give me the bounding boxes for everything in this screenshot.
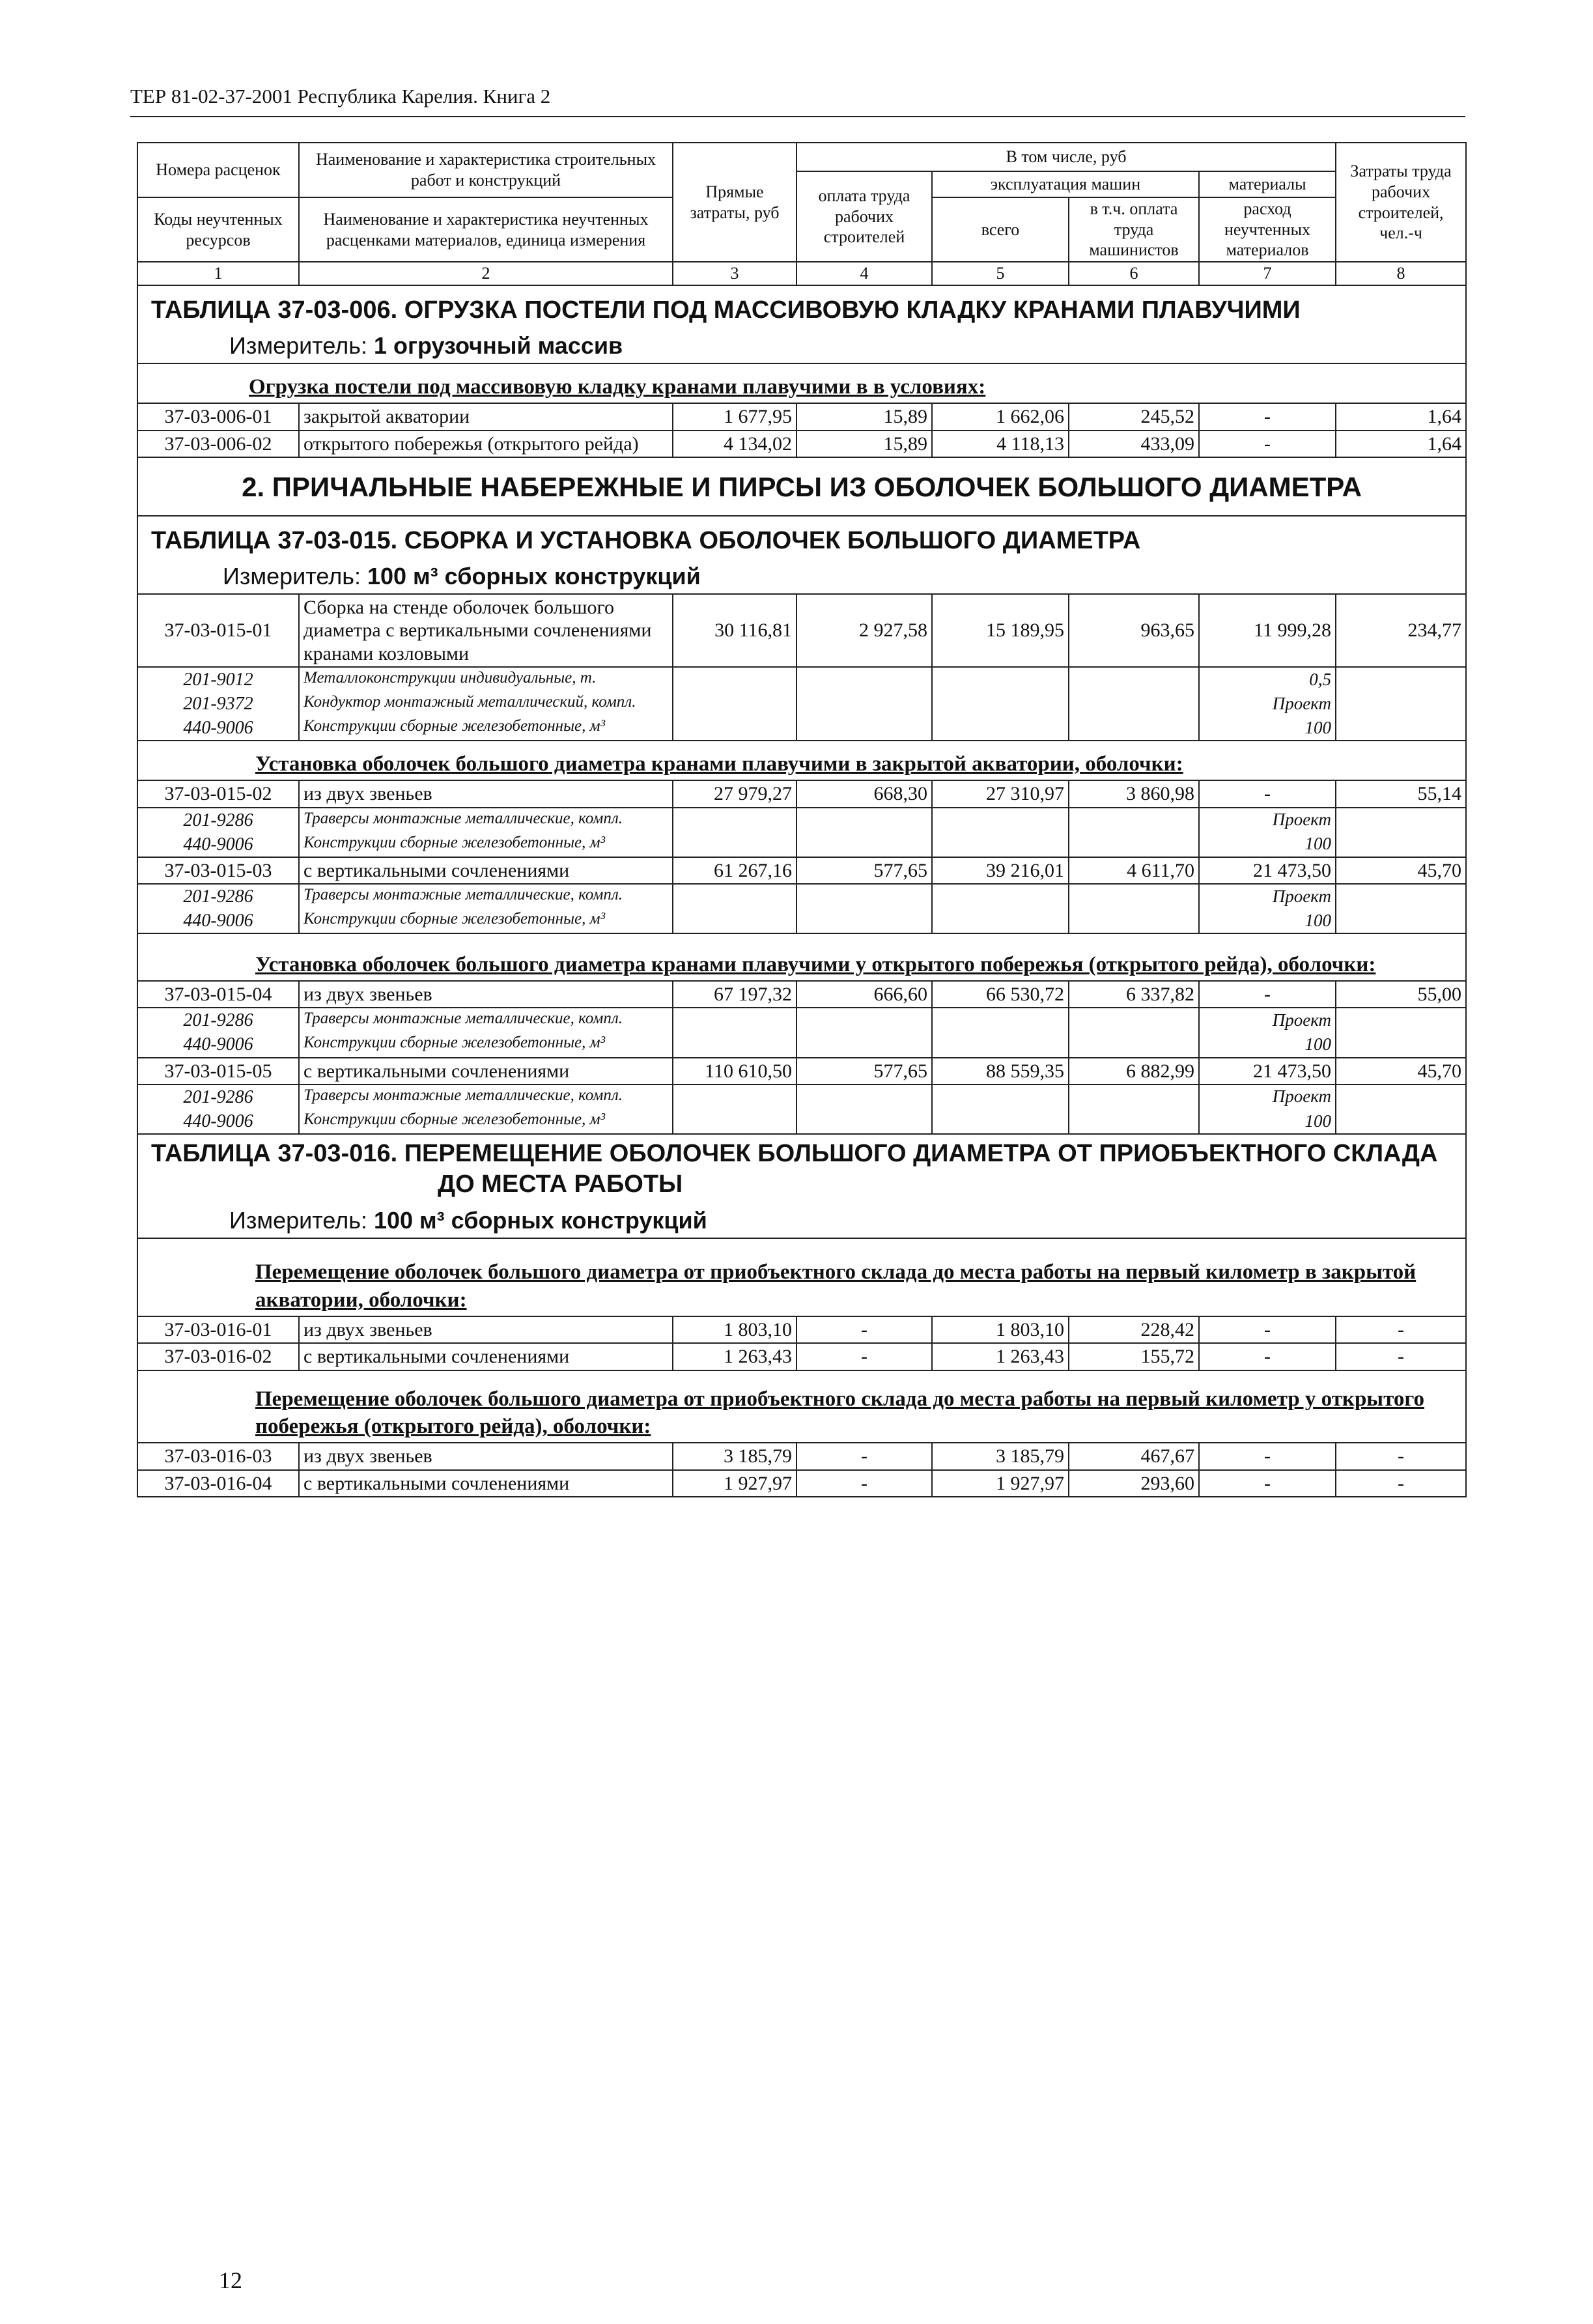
rate-name: с вертикальными сочленениями: [299, 1058, 673, 1084]
rate-code: 37-03-015-01: [137, 594, 299, 667]
resource-code: 201-9286: [137, 1084, 299, 1109]
rate-code: 37-03-006-01: [137, 403, 299, 430]
col-header-resource-codes: Коды неучтенных ресурсов: [137, 197, 299, 262]
machines-total: 3 185,79: [932, 1443, 1069, 1469]
table-row: [137, 1470, 1466, 1497]
resource-row: [137, 884, 1466, 909]
machines-total: 15 189,95: [932, 594, 1069, 667]
unit-value: 100 м³ сборных конструкций: [367, 563, 701, 590]
resource-usage: 100: [1199, 909, 1336, 933]
machines-total: 4 118,13: [932, 431, 1069, 457]
resource-name: Траверсы монтажные металлические, компл.: [299, 1084, 673, 1109]
worker-pay: 15,89: [796, 431, 932, 457]
unit-label: Измеритель:: [229, 1206, 374, 1234]
labor-hours: -: [1336, 1316, 1466, 1343]
resource-row: [137, 1008, 1466, 1032]
table-row: [137, 1316, 1466, 1343]
material-usage: 21 473,50: [1199, 857, 1336, 884]
worker-pay: 15,89: [796, 403, 932, 430]
resource-name: Конструкции сборные железобетонные, м³: [299, 1109, 673, 1134]
direct-costs: 4 134,02: [673, 431, 796, 457]
table-row: [137, 780, 1466, 807]
col-number: 4: [796, 262, 932, 285]
rate-name: с вертикальными сочленениями: [299, 857, 673, 884]
material-usage: -: [1199, 1316, 1336, 1343]
machines-total: 39 216,01: [932, 857, 1069, 884]
subheader-text: Установка оболочек большого диаметра кранами плавучими у открытого побережья (открытого рейда), оболочки:: [255, 953, 1376, 977]
col-header-machines-total: всего: [932, 197, 1069, 262]
rate-code: 37-03-015-02: [137, 780, 299, 807]
rate-name: из двух звеньев: [299, 780, 673, 807]
rate-name: с вертикальными сочленениями: [299, 1343, 673, 1370]
direct-costs: 61 267,16: [673, 857, 796, 884]
material-usage: -: [1199, 403, 1336, 430]
labor-hours: 1,64: [1336, 403, 1466, 430]
labor-hours: 55,14: [1336, 780, 1466, 807]
rate-code: 37-03-016-01: [137, 1316, 299, 1343]
table-016-unit: [151, 1206, 1459, 1235]
col-header-work-name: Наименование и характеристика строительных работ и конструкций: [299, 143, 673, 197]
resource-name: Металлоконструкции индивидуальные, т.: [299, 667, 673, 692]
labor-hours: 234,77: [1336, 594, 1466, 667]
machines-total: 88 559,35: [932, 1058, 1069, 1084]
resource-usage: Проект: [1199, 1084, 1336, 1109]
resource-row: [137, 692, 1466, 716]
direct-costs: 1 803,10: [673, 1316, 796, 1343]
col-number: 1: [137, 262, 299, 285]
table-015-title-block: [137, 516, 1466, 595]
resource-usage: 100: [1199, 716, 1336, 741]
rate-name: Сборка на стенде оболочек большого диаметра с вертикальными сочленениями кранами козловыми: [299, 594, 673, 667]
resource-code: 440-9006: [137, 1032, 299, 1057]
operator-pay: 963,65: [1069, 594, 1199, 667]
resource-usage: Проект: [1199, 1008, 1336, 1032]
labor-hours: 45,70: [1336, 1058, 1466, 1084]
resource-name: Траверсы монтажные металлические, компл.: [299, 884, 673, 909]
rate-name: из двух звеньев: [299, 1316, 673, 1343]
resource-code: 201-9286: [137, 884, 299, 909]
table-015-subheader-2: [137, 933, 1466, 981]
resource-code: 440-9006: [137, 1109, 299, 1134]
operator-pay: 6 882,99: [1069, 1058, 1199, 1084]
col-header-operator-pay: в т.ч. оплата труда машинистов: [1069, 197, 1199, 262]
machines-total: 1 927,97: [932, 1470, 1069, 1497]
rate-name: закрытой акватории: [299, 403, 673, 430]
labor-hours: 45,70: [1336, 857, 1466, 884]
resource-code: 440-9006: [137, 832, 299, 857]
col-header-material-usage: расход неучтенных материалов: [1199, 197, 1336, 262]
material-usage: -: [1199, 981, 1336, 1008]
machines-total: 27 310,97: [932, 780, 1069, 807]
table-016-subheader-1: [137, 1238, 1466, 1316]
labor-hours: 1,64: [1336, 431, 1466, 457]
operator-pay: 228,42: [1069, 1316, 1199, 1343]
table-006-subheader: [137, 363, 1466, 403]
resource-row: [137, 1084, 1466, 1109]
operator-pay: 467,67: [1069, 1443, 1199, 1469]
operator-pay: 4 611,70: [1069, 857, 1199, 884]
table-row: [137, 1058, 1466, 1084]
table-row: [137, 1443, 1466, 1469]
subheader-text: Перемещение оболочек большого диаметра от приобъектного склада до места работы на первый километр в закрытой акватории, оболочки:: [255, 1260, 1417, 1312]
table-006-unit: [151, 331, 1459, 360]
material-usage: -: [1199, 1343, 1336, 1370]
rate-name: из двух звеньев: [299, 1443, 673, 1469]
worker-pay: -: [796, 1443, 932, 1469]
operator-pay: 293,60: [1069, 1470, 1199, 1497]
column-numbers-row: [137, 262, 1466, 285]
col-header-material-name: Наименование и характеристика неучтенных расценками материалов, единица измерения: [299, 197, 673, 262]
operator-pay: 433,09: [1069, 431, 1199, 457]
table-015-title: ТАБЛИЦА 37-03-015. СБОРКА И УСТАНОВКА ОБОЛОЧЕК БОЛЬШОГО ДИАМЕТРА: [151, 526, 1141, 554]
table-015-subheader-1: [137, 741, 1466, 780]
table-row: [137, 857, 1466, 884]
material-usage: -: [1199, 1443, 1336, 1469]
labor-hours: -: [1336, 1470, 1466, 1497]
rate-code: 37-03-016-02: [137, 1343, 299, 1370]
resource-usage: 100: [1199, 832, 1336, 857]
page-number: 12: [219, 2267, 242, 2293]
worker-pay: 668,30: [796, 780, 932, 807]
resource-row: [137, 909, 1466, 933]
rate-code: 37-03-015-04: [137, 981, 299, 1008]
col-header-direct-costs: Прямые затраты, руб: [673, 143, 796, 262]
col-header-rate-number: Номера расценок: [137, 143, 299, 197]
direct-costs: 67 197,32: [673, 981, 796, 1008]
col-header-worker-pay: оплата труда рабочих строителей: [796, 171, 932, 262]
table-row: [137, 403, 1466, 430]
direct-costs: 30 116,81: [673, 594, 796, 667]
resource-name: Конструкции сборные железобетонные, м³: [299, 1032, 673, 1057]
table-row: [137, 981, 1466, 1008]
labor-hours: 55,00: [1336, 981, 1466, 1008]
resource-name: Траверсы монтажные металлические, компл.: [299, 808, 673, 832]
resource-row: [137, 1109, 1466, 1134]
operator-pay: 6 337,82: [1069, 981, 1199, 1008]
material-usage: -: [1199, 1470, 1336, 1497]
subheader-text: Перемещение оболочек большого диаметра от приобъектного склада до места работы на первый километр у открытого побережья (открытого рейда), оболочки:: [255, 1387, 1425, 1439]
operator-pay: 155,72: [1069, 1343, 1199, 1370]
resource-row: [137, 808, 1466, 832]
resource-code: 201-9286: [137, 1008, 299, 1032]
direct-costs: 110 610,50: [673, 1058, 796, 1084]
machines-total: 1 662,06: [932, 403, 1069, 430]
col-number: 5: [932, 262, 1069, 285]
section-2-title: 2. ПРИЧАЛЬНЫЕ НАБЕРЕЖНЫЕ И ПИРСЫ ИЗ ОБОЛОЧЕК БОЛЬШОГО ДИАМЕТРА: [137, 457, 1466, 516]
direct-costs: 1 677,95: [673, 403, 796, 430]
col-header-materials: материалы: [1199, 171, 1336, 197]
resource-usage: 0,5: [1199, 667, 1336, 692]
rate-name: открытого побережья (открытого рейда): [299, 431, 673, 457]
material-usage: 21 473,50: [1199, 1058, 1336, 1084]
worker-pay: -: [796, 1470, 932, 1497]
resource-name: Конструкции сборные железобетонные, м³: [299, 909, 673, 933]
worker-pay: 577,65: [796, 1058, 932, 1084]
col-header-including: В том числе, руб: [796, 143, 1336, 171]
worker-pay: 666,60: [796, 981, 932, 1008]
table-header: [137, 143, 1466, 285]
table-016-title-block: [137, 1134, 1466, 1238]
resource-usage: Проект: [1199, 808, 1336, 832]
rate-code: 37-03-015-03: [137, 857, 299, 884]
subheader-text: Установка оболочек большого диаметра кранами плавучими в закрытой акватории, оболочки:: [255, 752, 1183, 776]
col-number: 7: [1199, 262, 1336, 285]
resource-code: 201-9372: [137, 692, 299, 716]
worker-pay: -: [796, 1343, 932, 1370]
rate-code: 37-03-016-04: [137, 1470, 299, 1497]
unit-label: Измеритель:: [223, 563, 367, 590]
table-row: [137, 1343, 1466, 1370]
machines-total: 1 803,10: [932, 1316, 1069, 1343]
col-number: 8: [1336, 262, 1466, 285]
resource-name: Конструкции сборные железобетонные, м³: [299, 716, 673, 741]
col-header-labor-hours: Затраты труда рабочих строителей, чел.-ч: [1336, 143, 1466, 262]
direct-costs: 1 263,43: [673, 1343, 796, 1370]
subheader-text: Огрузка постели под массивовую кладку кранами плавучими в в условиях:: [249, 375, 986, 399]
col-number: 3: [673, 262, 796, 285]
labor-hours: -: [1336, 1443, 1466, 1469]
col-number: 6: [1069, 262, 1199, 285]
worker-pay: 577,65: [796, 857, 932, 884]
worker-pay: -: [796, 1316, 932, 1343]
table-016-title: ТАБЛИЦА 37-03-016. ПЕРЕМЕЩЕНИЕ ОБОЛОЧЕК БОЛЬШОГО ДИАМЕТРА ОТ ПРИОБЪЕКТНОГО СКЛАДА ДО МЕСТА РАБОТЫ: [151, 1139, 1438, 1198]
labor-hours: -: [1336, 1343, 1466, 1370]
resource-code: 440-9006: [137, 716, 299, 741]
table-row: [137, 431, 1466, 457]
rate-name: с вертикальными сочленениями: [299, 1470, 673, 1497]
resource-name: Конструкции сборные железобетонные, м³: [299, 832, 673, 857]
unit-value: 1 огрузочный массив: [373, 332, 623, 360]
machines-total: 1 263,43: [932, 1343, 1069, 1370]
worker-pay: 2 927,58: [796, 594, 932, 667]
resource-usage: 100: [1199, 1109, 1336, 1134]
resource-usage: Проект: [1199, 692, 1336, 716]
operator-pay: 245,52: [1069, 403, 1199, 430]
table-016-subheader-2: [137, 1370, 1466, 1443]
resource-name: Траверсы монтажные металлические, компл.: [299, 1008, 673, 1032]
direct-costs: 1 927,97: [673, 1470, 796, 1497]
table-006-title-block: [137, 285, 1466, 364]
machines-total: 66 530,72: [932, 981, 1069, 1008]
rate-name: из двух звеньев: [299, 981, 673, 1008]
rate-code: 37-03-016-03: [137, 1443, 299, 1469]
page-header: ТЕР 81-02-37-2001 Республика Карелия. Книга 2: [130, 85, 551, 107]
col-number: 2: [299, 262, 673, 285]
resource-code: 201-9012: [137, 667, 299, 692]
header-rule: [130, 116, 1465, 117]
resource-row: [137, 716, 1466, 741]
unit-label: Измеритель:: [229, 332, 374, 360]
direct-costs: 27 979,27: [673, 780, 796, 807]
resource-usage: 100: [1199, 1032, 1336, 1057]
direct-costs: 3 185,79: [673, 1443, 796, 1469]
resource-row: [137, 832, 1466, 857]
material-usage: 11 999,28: [1199, 594, 1336, 667]
material-usage: -: [1199, 431, 1336, 457]
table-006-title: ТАБЛИЦА 37-03-006. ОГРУЗКА ПОСТЕЛИ ПОД МАССИВОВУЮ КЛАДКУ КРАНАМИ ПЛАВУЧИМИ: [151, 296, 1301, 324]
rates-table: [137, 142, 1467, 1497]
resource-usage: Проект: [1199, 884, 1336, 909]
material-usage: -: [1199, 780, 1336, 807]
unit-value: 100 м³ сборных конструкций: [373, 1206, 707, 1234]
table-015-unit: [151, 561, 1459, 591]
resource-code: 440-9006: [137, 909, 299, 933]
col-header-machines: эксплуатация машин: [932, 171, 1199, 197]
rate-code: 37-03-006-02: [137, 431, 299, 457]
resource-row: [137, 1032, 1466, 1057]
table-row: [137, 594, 1466, 667]
resource-row: [137, 667, 1466, 692]
resource-name: Кондуктор монтажный металлический, компл.: [299, 692, 673, 716]
rate-code: 37-03-015-05: [137, 1058, 299, 1084]
operator-pay: 3 860,98: [1069, 780, 1199, 807]
resource-code: 201-9286: [137, 808, 299, 832]
